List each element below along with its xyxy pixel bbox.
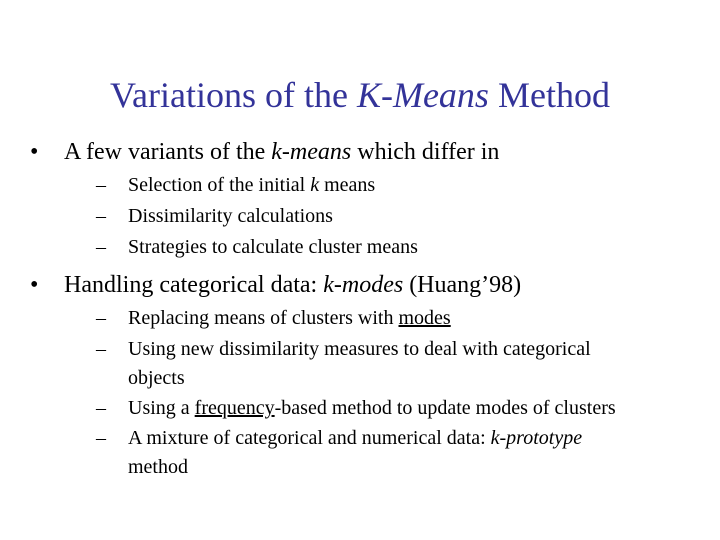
- sub-text-underlined: modes: [398, 307, 451, 329]
- bullet-text-italic: k-means: [271, 139, 352, 165]
- sub-text: [128, 394, 718, 423]
- title-italic: K-Means: [356, 75, 489, 115]
- sub-text: [128, 171, 718, 200]
- sub-text-pre: Selection of the initial: [128, 174, 311, 196]
- sub-dash: –: [96, 307, 106, 329]
- sub-text-underlined: frequency: [194, 397, 275, 419]
- bullet-text-italic: k-modes: [323, 272, 404, 298]
- bullet-text: [64, 137, 499, 167]
- sub-text: Dissimilarity calculations: [128, 205, 333, 227]
- sub-text-pre: A mixture of categorical and numerical data:: [128, 427, 491, 449]
- sub-text-line2: method: [128, 456, 188, 478]
- sub-text: [128, 304, 718, 333]
- sub-text-post: -based method to update modes of clusters: [274, 397, 616, 419]
- sub-text-italic: k-prototype: [490, 427, 583, 449]
- sub-dash: –: [96, 205, 106, 227]
- sub-text-pre: Replacing means of clusters with: [128, 307, 399, 329]
- sub-dash: –: [96, 236, 106, 258]
- sub-dash: –: [96, 174, 106, 196]
- sub-text-post: means: [319, 174, 376, 196]
- slide-title: [0, 72, 720, 118]
- bullet-text-pre: Handling categorical data:: [64, 272, 324, 298]
- sub-dash: –: [96, 338, 106, 360]
- sub-text-italic: k: [310, 174, 320, 196]
- sub-dash: –: [96, 397, 106, 419]
- bullet-text-pre: A few variants of the: [64, 139, 272, 165]
- sub-text-pre: Using a: [128, 397, 195, 419]
- sub-text-line2: objects: [128, 367, 185, 389]
- bullet-dot: •: [30, 139, 39, 165]
- bullet-dot: •: [30, 272, 39, 298]
- sub-text: [128, 335, 718, 393]
- bullet-text-post: which differ in: [351, 139, 500, 165]
- title-suffix: Method: [488, 75, 610, 115]
- bullet-text-post: (Huang’98): [403, 272, 522, 298]
- sub-text-line1: Using new dissimilarity measures to deal with categorical: [128, 338, 591, 360]
- bullet-text: [64, 270, 521, 300]
- sub-text: [128, 424, 718, 482]
- sub-dash: –: [96, 427, 106, 449]
- title-prefix: Variations of the: [110, 75, 357, 115]
- sub-text: Strategies to calculate cluster means: [128, 236, 418, 258]
